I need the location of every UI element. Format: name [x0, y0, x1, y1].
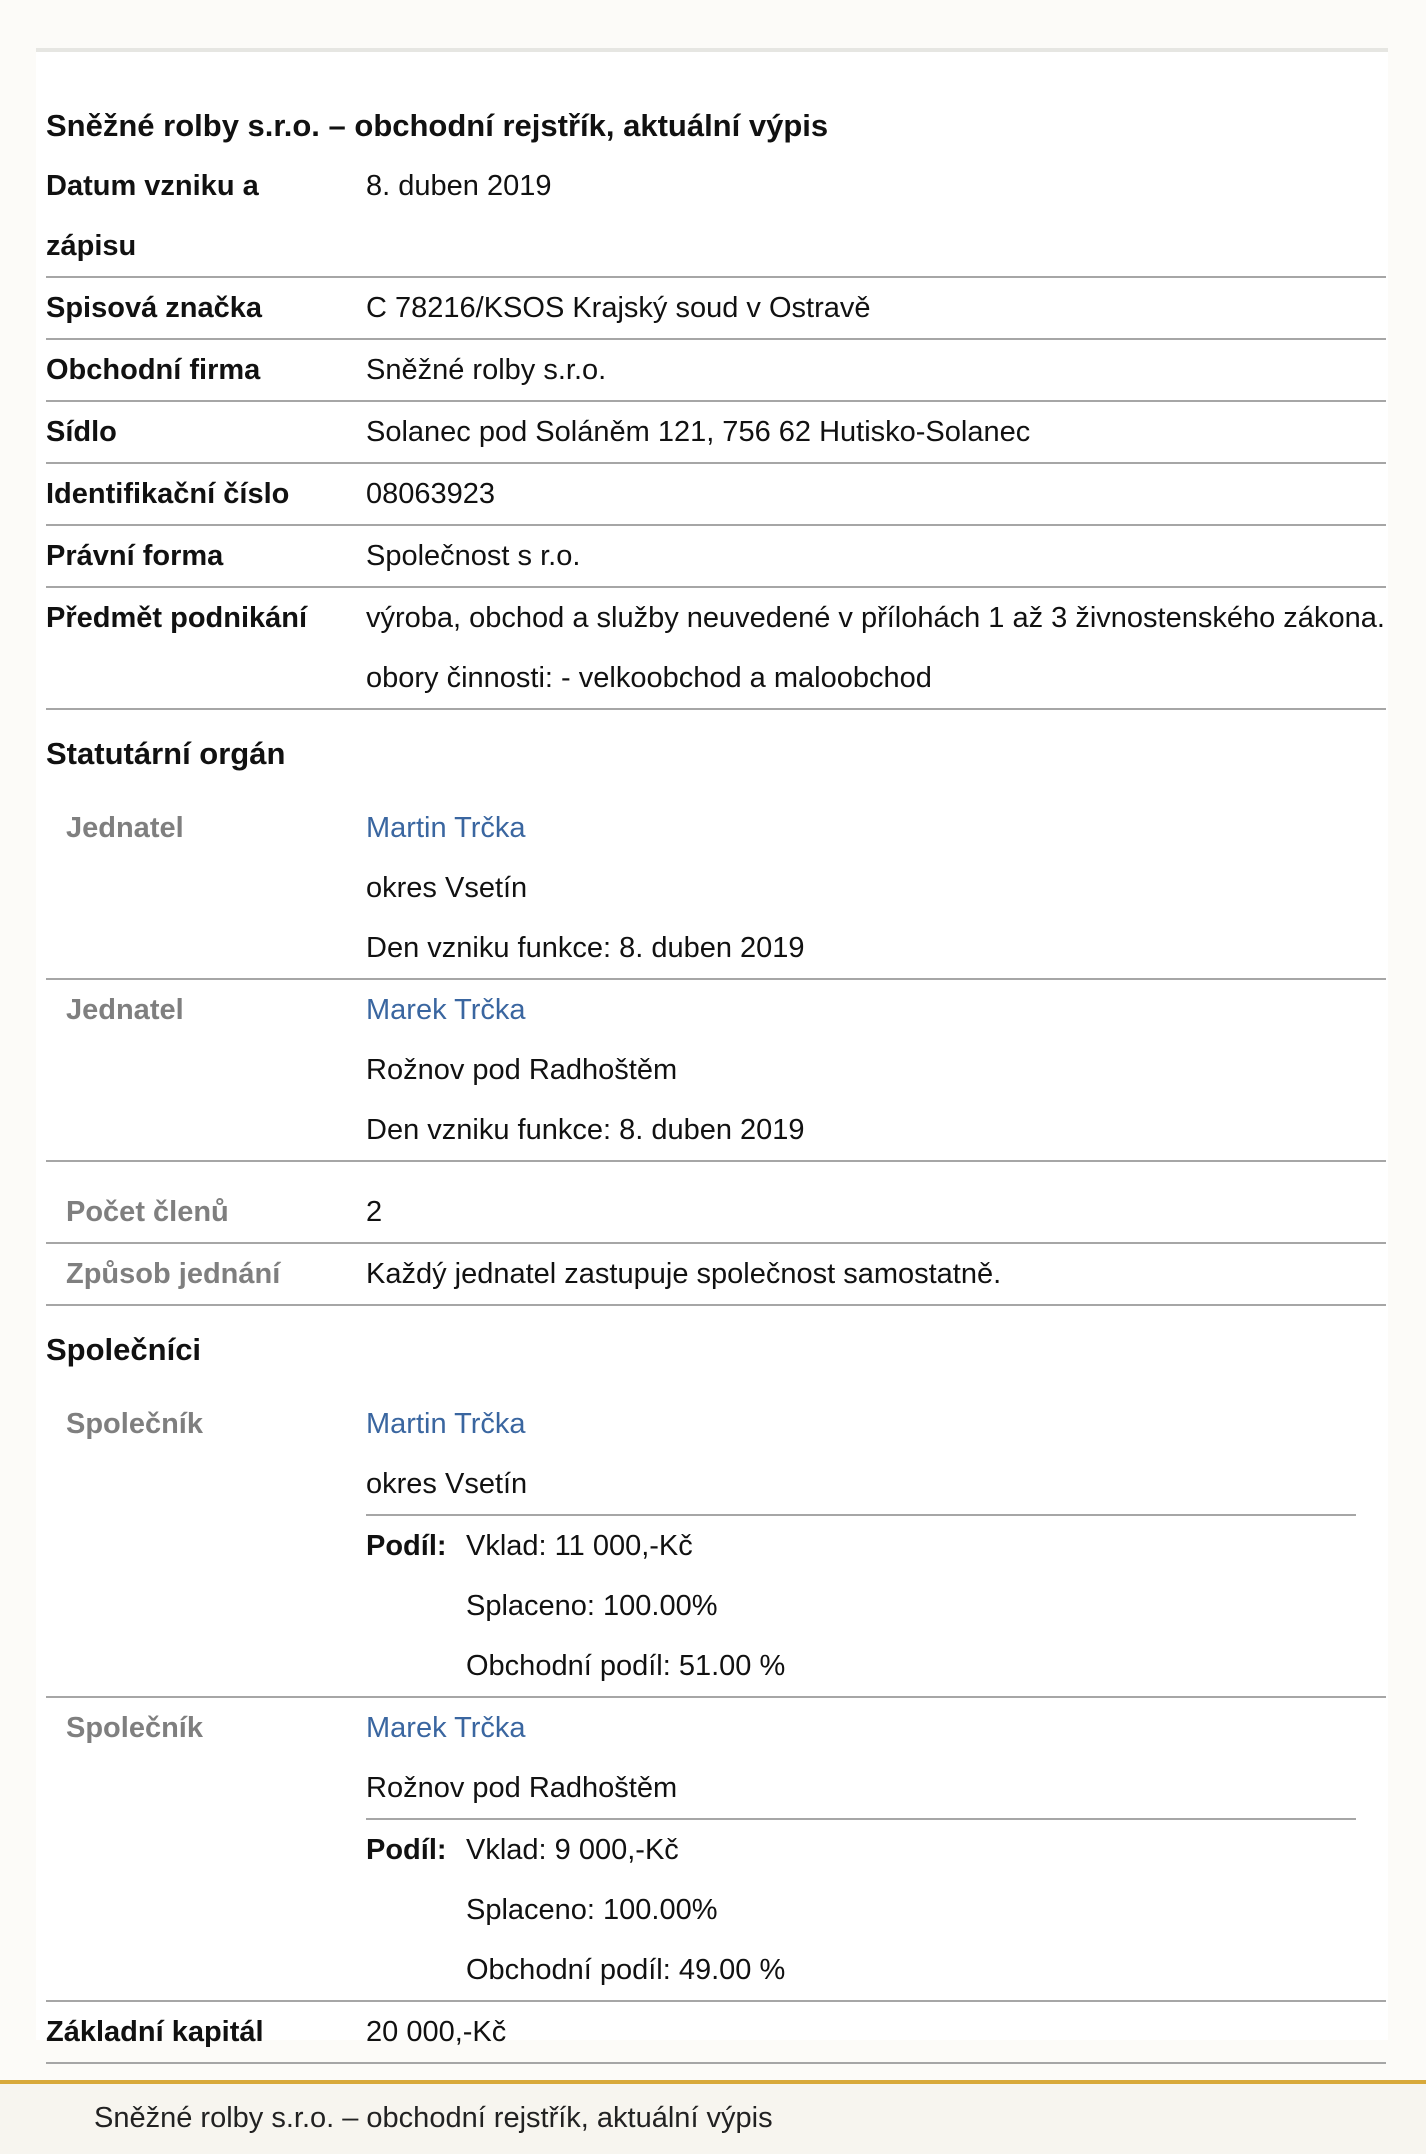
label-zpusob: Způsob jednání: [66, 1258, 281, 1290]
partner-place: Rožnov pod Radhoštěm: [366, 1772, 678, 1804]
statutarni-member: [46, 980, 1386, 1162]
row-kapital: [46, 2002, 1386, 2064]
share-vklad: Vklad: 11 000,-Kč: [466, 1530, 693, 1562]
value-firma: Sněžné rolby s.r.o.: [366, 354, 607, 386]
share-podil: Obchodní podíl: 51.00 %: [466, 1650, 786, 1682]
share-splaceno: Splaceno: 100.00%: [466, 1590, 718, 1622]
value-zpusob: Každý jednatel zastupuje společnost samostatně.: [366, 1258, 1002, 1290]
member-role: Jednatel: [66, 812, 184, 844]
partner-place: okres Vsetín: [366, 1468, 528, 1500]
label-datum: Datum vzniku a zápisu: [46, 170, 259, 262]
partner-name-link[interactable]: Martin Trčka: [366, 1408, 526, 1440]
value-spis: C 78216/KSOS Krajský soud v Ostravě: [366, 292, 871, 324]
share-label: Podíl:: [366, 1834, 447, 1866]
partner: [46, 1698, 1386, 2002]
value-predmet: výroba, obchod a služby neuvedené v přílohách 1 až 3 živnostenského zákona. obory činnosti: - velkoobchod a maloobchod: [366, 602, 1385, 694]
partner: [46, 1394, 1386, 1698]
footer-title: Sněžné rolby s.r.o. – obchodní rejstřík, aktuální výpis: [94, 2102, 773, 2134]
partner-share: [366, 1514, 1356, 1696]
label-kapital: Základní kapitál: [46, 2016, 264, 2048]
share-label: Podíl:: [366, 1530, 447, 1562]
share-splaceno: Splaceno: 100.00%: [466, 1894, 718, 1926]
value-datum: 8. duben 2019: [366, 170, 552, 202]
value-forma: Společnost s r.o.: [366, 540, 581, 572]
member-place: okres Vsetín: [366, 872, 528, 904]
value-pocet: 2: [366, 1196, 383, 1228]
label-forma: Právní forma: [46, 540, 224, 572]
label-spis: Spisová značka: [46, 292, 262, 324]
register-card: [36, 48, 1388, 2048]
register-content: [46, 96, 1386, 2064]
partner-share: [366, 1818, 1356, 2000]
row-zpusob: [46, 1244, 1386, 1306]
row-spis: [46, 278, 1386, 340]
member-role: Jednatel: [66, 994, 184, 1026]
member-place: Rožnov pod Radhoštěm: [366, 1054, 678, 1086]
partner-role: Společník: [66, 1712, 203, 1744]
label-pocet: Počet členů: [66, 1196, 229, 1228]
label-ico: Identifikační číslo: [46, 478, 290, 510]
member-name-link[interactable]: Martin Trčka: [366, 812, 526, 844]
label-firma: Obchodní firma: [46, 354, 261, 386]
row-pocet: [46, 1162, 1386, 1244]
row-forma: [46, 526, 1386, 588]
row-firma: [46, 340, 1386, 402]
page-title: Sněžné rolby s.r.o. – obchodní rejstřík, aktuální výpis: [46, 108, 829, 143]
value-ico: 08063923: [366, 478, 496, 510]
label-predmet: Předmět podnikání: [46, 602, 308, 634]
row-predmet: [46, 588, 1386, 710]
statutarni-member: [46, 798, 1386, 980]
partner-name-link[interactable]: Marek Trčka: [366, 1712, 526, 1744]
member-name-link[interactable]: Marek Trčka: [366, 994, 526, 1026]
row-datum: [46, 156, 1386, 278]
share-podil: Obchodní podíl: 49.00 %: [466, 1954, 786, 1986]
member-since: Den vzniku funkce: 8. duben 2019: [366, 1114, 805, 1146]
value-kapital: 20 000,-Kč: [366, 2016, 507, 2048]
footer-bar: [0, 2080, 1426, 2154]
value-sidlo: Solanec pod Soláněm 121, 756 62 Hutisko-Solanec: [366, 416, 1031, 448]
row-ico: [46, 464, 1386, 526]
partner-role: Společník: [66, 1408, 203, 1440]
row-sidlo: [46, 402, 1386, 464]
label-sidlo: Sídlo: [46, 416, 117, 448]
member-since: Den vzniku funkce: 8. duben 2019: [366, 932, 805, 964]
share-vklad: Vklad: 9 000,-Kč: [466, 1834, 679, 1866]
section-spolecnici: Společníci: [46, 1332, 202, 1367]
section-statutarni: Statutární orgán: [46, 736, 286, 771]
